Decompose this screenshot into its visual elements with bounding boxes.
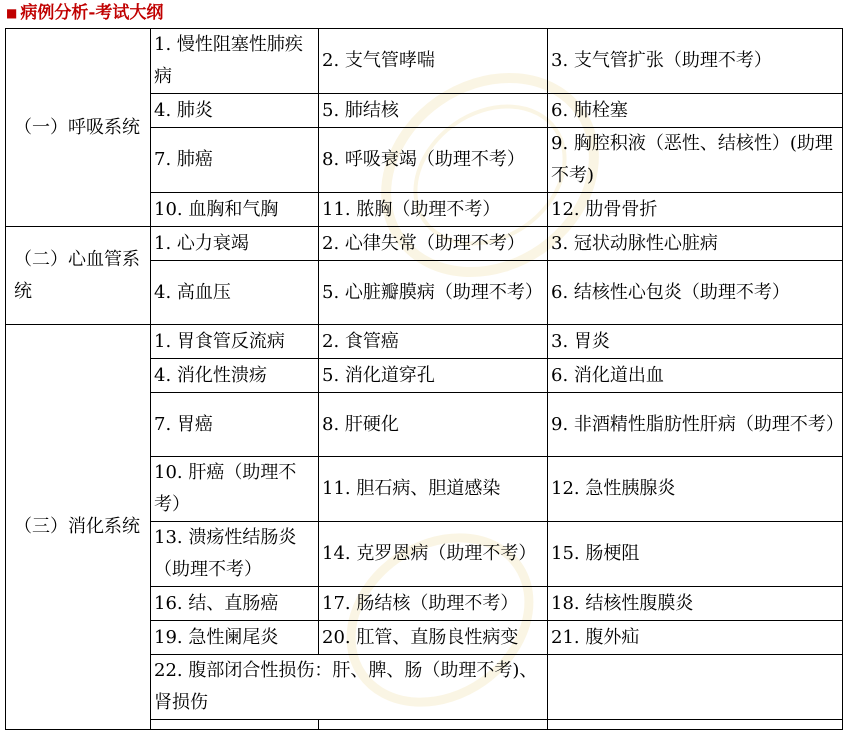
table-cell: 4. 肺炎 — [151, 94, 319, 128]
table-cell: 1. 胃食管反流病 — [151, 325, 319, 359]
table-cell: 20. 肛管、直肠良性病变 — [319, 621, 548, 655]
table-cell: 2. 心律失常（助理不考） — [319, 227, 548, 261]
table-cell: 11. 脓胸（助理不考） — [319, 193, 548, 227]
table-cell: 8. 肝硬化 — [319, 393, 548, 457]
table-cell — [151, 720, 319, 730]
table-cell — [319, 720, 548, 730]
table-cell: 11. 胆石病、胆道感染 — [319, 457, 548, 522]
table-cell: 19. 急性阑尾炎 — [151, 621, 319, 655]
table-row — [6, 325, 843, 359]
table-cell: 4. 高血压 — [151, 261, 319, 325]
table-cell: 12. 急性胰腺炎 — [548, 457, 843, 522]
system-label-cardiovascular: （二）心血管系统 — [6, 227, 151, 325]
table-cell: 1. 慢性阻塞性肺疾病 — [151, 29, 319, 94]
document-title — [6, 2, 163, 24]
table-row — [6, 29, 843, 94]
table-cell: 17. 肠结核（助理不考） — [319, 587, 548, 621]
table-cell: 3. 支气管扩张（助理不考） — [548, 29, 843, 94]
table-row — [6, 227, 843, 261]
table-cell: 18. 结核性腹膜炎 — [548, 587, 843, 621]
table-cell: 15. 肠梗阻 — [548, 522, 843, 587]
table-cell: 8. 呼吸衰竭（助理不考） — [319, 128, 548, 193]
table-cell: 5. 肺结核 — [319, 94, 548, 128]
table-cell: 21. 腹外疝 — [548, 621, 843, 655]
table-cell: 12. 肋骨骨折 — [548, 193, 843, 227]
table-cell: 5. 心脏瓣膜病（助理不考） — [319, 261, 548, 325]
table-cell: 6. 肺栓塞 — [548, 94, 843, 128]
table-cell: 10. 血胸和气胸 — [151, 193, 319, 227]
table-cell: 9. 胸腔积液（恶性、结核性）(助理不考) — [548, 128, 843, 193]
system-label-digestive: （三）消化系统 — [6, 325, 151, 730]
table-cell: 14. 克罗恩病（助理不考） — [319, 522, 548, 587]
table-cell: 2. 食管癌 — [319, 325, 548, 359]
table-cell: 9. 非酒精性脂肪性肝病（助理不考） — [548, 393, 843, 457]
table-cell: 7. 肺癌 — [151, 128, 319, 193]
table-cell: 3. 冠状动脉性心脏病 — [548, 227, 843, 261]
table-cell: 3. 胃炎 — [548, 325, 843, 359]
red-square-bullet-icon: ■ — [6, 6, 18, 20]
table-cell: 6. 消化道出血 — [548, 359, 843, 393]
title-text: 病例分析-考试大纲 — [20, 3, 164, 23]
table-cell: 1. 心力衰竭 — [151, 227, 319, 261]
table-cell: 2. 支气管哮喘 — [319, 29, 548, 94]
table-cell: 13. 溃疡性结肠炎（助理不考） — [151, 522, 319, 587]
system-label-respiratory: （一）呼吸系统 — [6, 29, 151, 227]
table-cell — [548, 655, 843, 720]
table-cell: 10. 肝癌（助理不考） — [151, 457, 319, 522]
table-cell: 4. 消化性溃疡 — [151, 359, 319, 393]
exam-outline-table — [5, 28, 843, 730]
table-cell — [548, 720, 843, 730]
table-cell: 6. 结核性心包炎（助理不考） — [548, 261, 843, 325]
table-cell: 22. 腹部闭合性损伤：肝、脾、肠（助理不考)、肾损伤 — [151, 655, 548, 720]
table-cell: 16. 结、直肠癌 — [151, 587, 319, 621]
table-cell: 5. 消化道穿孔 — [319, 359, 548, 393]
table-cell: 7. 胃癌 — [151, 393, 319, 457]
